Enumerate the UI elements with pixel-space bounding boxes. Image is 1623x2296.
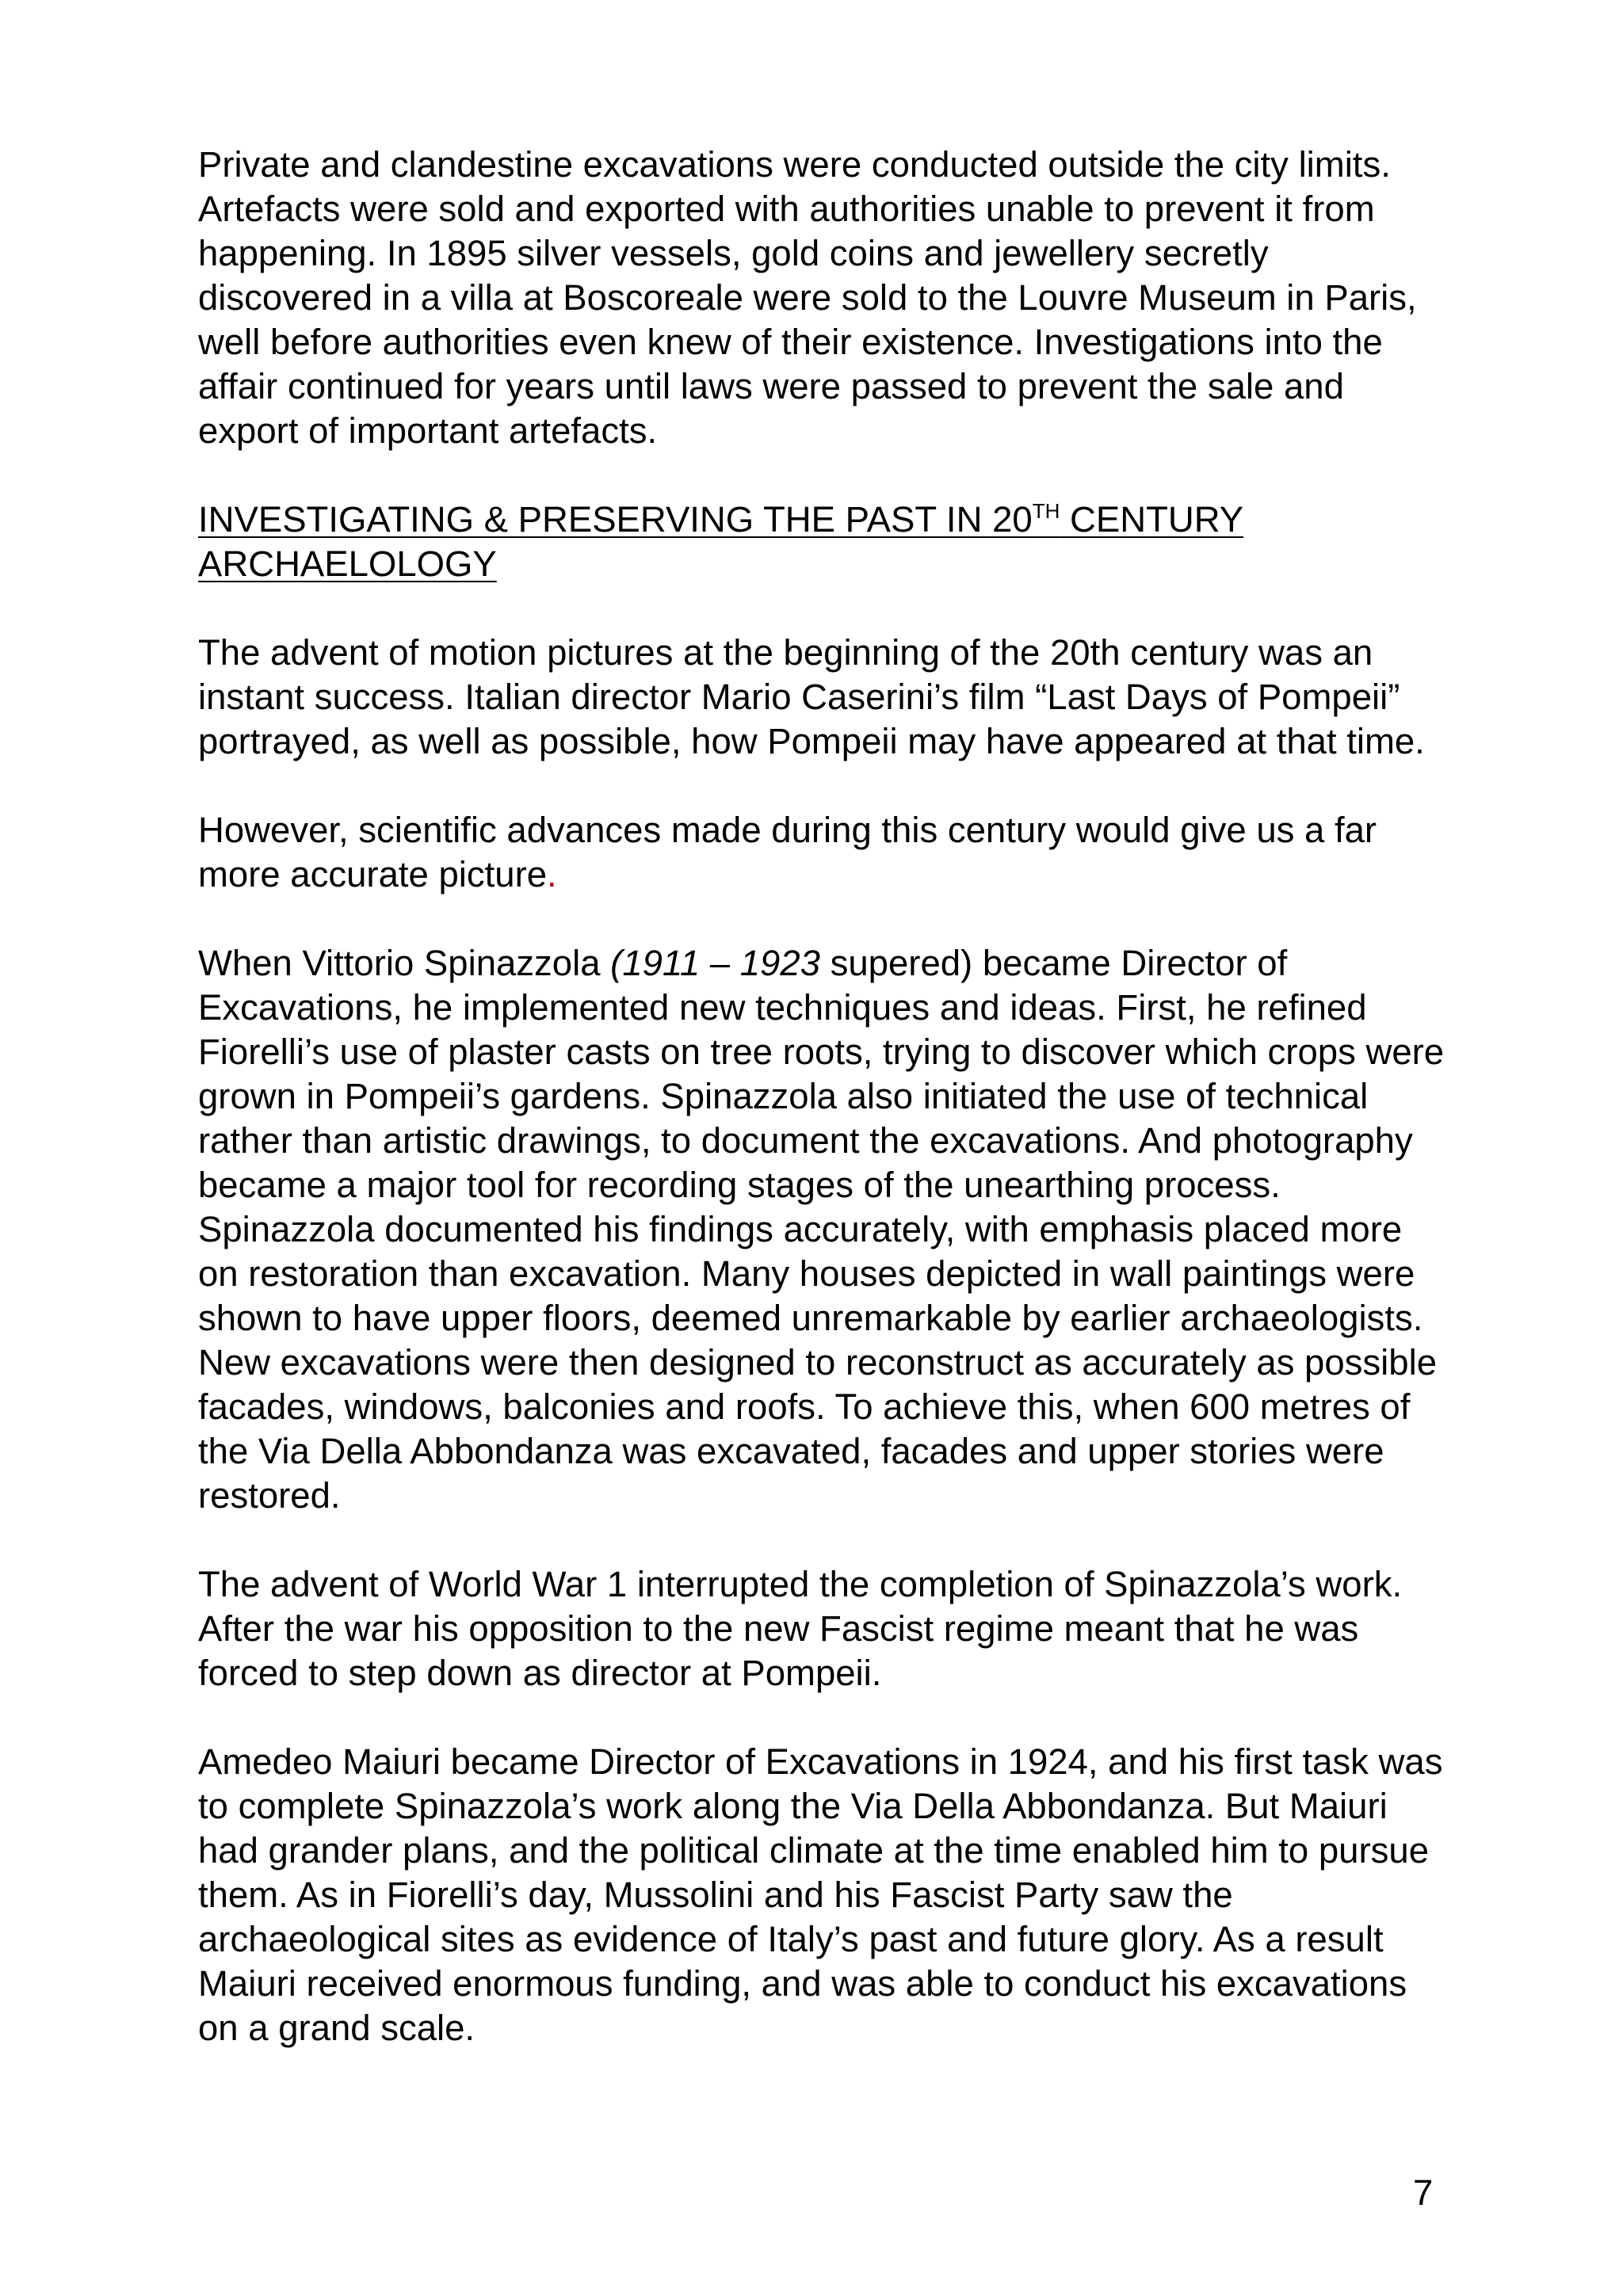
heading-text-part-2: CENTURY ARCHAELOLOGY bbox=[198, 499, 1244, 584]
paragraph-world-war: The advent of World War 1 interrupted the completion of Spinazzola’s work. After the war his opposition to the new Fascist regime meant that he was forced to step down as director at Pompeii. bbox=[198, 1564, 1403, 1693]
red-period-mark: . bbox=[547, 854, 557, 894]
section-heading bbox=[198, 498, 1450, 586]
paragraph-scientific-advances-text: However, scientific advances made during this century would give us a far more accurate picture bbox=[198, 810, 1377, 894]
paragraph-motion-pictures: The advent of motion pictures at the beginning of the 20th century was an instant success. Italian director Mario Caserini’s film “Last Days of Pompeii” portrayed, as well as possible, how Pompeii may have appeared at that time. bbox=[198, 632, 1425, 761]
paragraph-clandestine-excavations: Private and clandestine excavations were conducted outside the city limits. Artefacts were sold and exported with authorities unable to prevent it from happening. In 1895 silver vessels, gold coins and jewellery secretly discovered in a villa at Boscoreale were sold to the Louvre Museum in Paris, well before authorities even knew of their existence. Investigations into the affair continued for years until laws were passed to prevent the sale and export of important artefacts. bbox=[198, 144, 1417, 451]
paragraph-spinazzola-lead: When Vittorio Spinazzola bbox=[198, 943, 611, 983]
paragraph-scientific-advances bbox=[198, 808, 1450, 897]
paragraph-spinazzola bbox=[198, 941, 1450, 1518]
heading-text-part-1: INVESTIGATING & PRESERVING THE PAST IN 20 bbox=[198, 499, 1033, 540]
heading-superscript: TH bbox=[1032, 499, 1060, 523]
document-page bbox=[198, 143, 1450, 2095]
page-number: 7 bbox=[1413, 2172, 1434, 2213]
paragraph-spinazzola-rest: supered) became Director of Excavations, he implemented new techniques and ideas. First, he refined Fiorelli’s use of plaster casts on tree roots, trying to discover which crops were grown in Pompeii’s gardens. Spinazzola also initiated the use of technical rather than artistic drawings, to document the excavations. And photography became a major tool for recording stages of the unearthing process. Spinazzola documented his findings accurately, with emphasis placed more on restoration than excavation. Many houses depicted in wall paintings were shown to have upper floors, deemed unremarkable by earlier archaeologists. New excavations were then designed to reconstruct as accurately as possible facades, windows, balconies and roofs. To achieve this, when 600 metres of the Via Della Abbondanza was excavated, facades and upper stories were restored. bbox=[198, 943, 1445, 1516]
spinazzola-dates: (1911 – 1923 bbox=[610, 943, 820, 983]
paragraph-maiuri: Amedeo Maiuri became Director of Excavations in 1924, and his first task was to complete Spinazzola’s work along the Via Della Abbondanza. But Maiuri had grander plans, and the political climate at the time enabled him to pursue them. As in Fiorelli’s day, Mussolini and his Fascist Party saw the archaeological sites as evidence of Italy’s past and future glory. As a result Maiuri received enormous funding, and was able to conduct his excavations on a grand scale. bbox=[198, 1741, 1443, 2048]
